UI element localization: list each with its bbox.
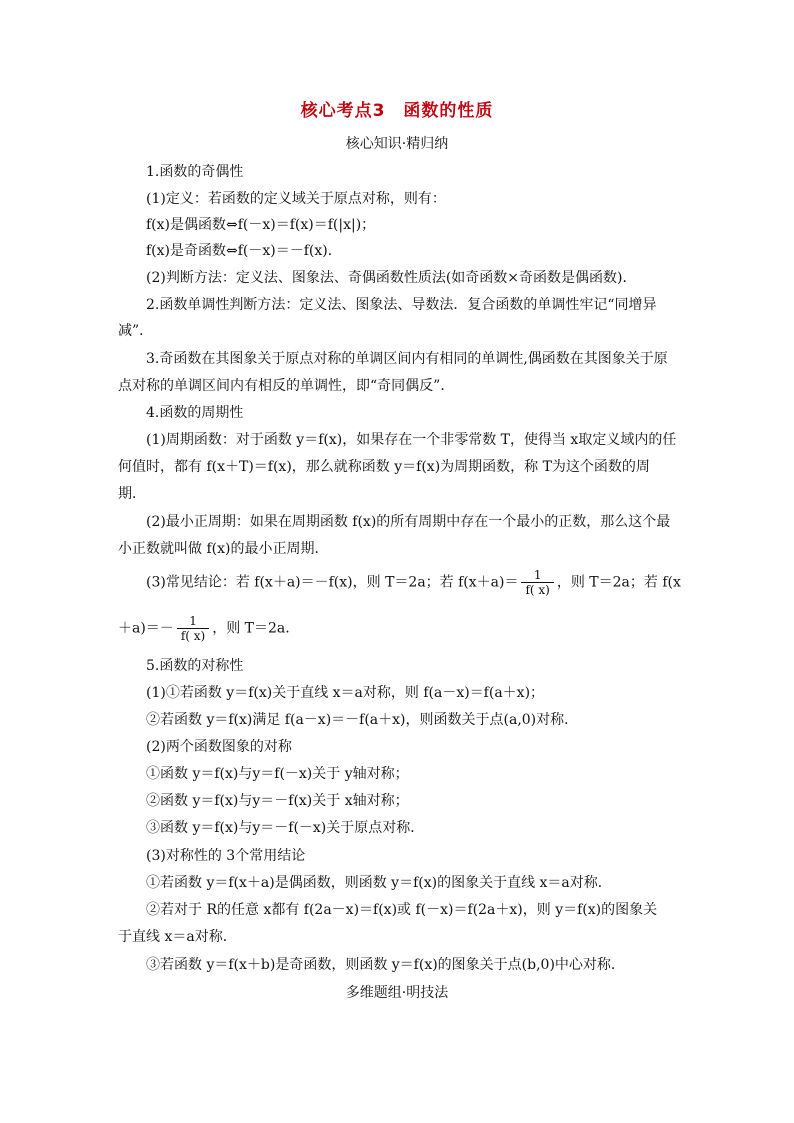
monotonicity-line-1: 2.函数单调性判断方法：定义法、图象法、导数法．复合函数的单调性牢记“同增异 xyxy=(146,297,657,313)
fraction-denominator: f( x) xyxy=(177,628,209,643)
symmetry-conclusion-3: ③若函数 y＝f(x＋b)是奇函数，则函数 y＝f(x)的图象关于点(b,0)中心对称． xyxy=(146,957,625,973)
periodic-function-line-3: 期． xyxy=(118,486,146,502)
odd-function-rule: f(x)是奇函数⇔f(－x)＝－f(x)． xyxy=(146,243,342,259)
monotonicity-line-2: 减”． xyxy=(118,323,154,339)
conclusion-text-d: ，则 T＝2a. xyxy=(212,620,290,637)
heading-parity: 1.函数的奇偶性 xyxy=(146,164,244,180)
fraction-numerator: 1 xyxy=(533,568,542,582)
parity-definition: (1)定义：若函数的定义域关于原点对称，则有： xyxy=(146,191,446,207)
symmetry-axis-rule: (1)①若函数 y＝f(x)关于直线 x＝a对称，则 f(a－x)＝f(a＋x)； xyxy=(146,685,545,701)
heading-symmetry: 5.函数的对称性 xyxy=(146,658,244,674)
fraction-one-over-fx-2 xyxy=(177,614,209,643)
symmetry-conclusions-heading: (3)对称性的 3个常用结论 xyxy=(146,848,306,864)
fraction-denominator: f( x) xyxy=(521,582,553,597)
parity-judgment: (2)判断方法：定义法、图象法、奇偶函数性质法(如奇函数×奇函数是偶函数)． xyxy=(146,270,637,286)
section-heading-problem-groups: 多维题组·明技法 xyxy=(345,985,449,1001)
x-axis-symmetry: ②函数 y＝f(x)与y＝－f(x)关于 x轴对称； xyxy=(146,793,409,809)
parity-monotonicity-line-2: 点对称的单调区间内有相反的单调性，即“奇同偶反”． xyxy=(118,378,455,394)
even-function-rule: f(x)是偶函数⇔f(－x)＝f(x)＝f(|x|)； xyxy=(146,217,376,233)
parity-monotonicity-line-1: 3.奇函数在其图象关于原点对称的单调区间内有相同的单调性,偶函数在其图象关于原 xyxy=(146,351,668,367)
common-conclusions-line-1 xyxy=(146,568,681,597)
two-function-symmetry-heading: (2)两个函数图象的对称 xyxy=(146,739,292,755)
periodic-function-line-1: (1)周期函数：对于函数 y＝f(x)，如果存在一个非零常数 T，使得当 x取定义域内的任 xyxy=(146,432,677,448)
y-axis-symmetry: ①函数 y＝f(x)与y＝f(－x)关于 y轴对称； xyxy=(146,766,409,782)
periodic-function-line-2: 何值时，都有 f(x＋T)＝f(x)，那么就称函数 y＝f(x)为周期函数，称 T为这个函数的周 xyxy=(118,459,650,475)
page-title: 核心考点3 函数的性质 xyxy=(300,101,494,121)
symmetry-conclusion-1: ①若函数 y＝f(x＋a)是偶函数，则函数 y＝f(x)的图象关于直线 x＝a对称． xyxy=(146,875,612,891)
symmetry-conclusion-2-line-1: ②若对于 R的任意 x都有 f(2a－x)＝f(x)或 f(－x)＝f(2a＋x)，则 y＝f(x)的图象关 xyxy=(146,902,658,918)
conclusion-text-b: ，则 T＝2a；若 f(x xyxy=(556,574,681,591)
section-heading-core-knowledge: 核心知识·精归纳 xyxy=(345,136,449,152)
conclusion-text-c: ＋a)＝－ xyxy=(118,620,174,637)
min-period-line-1: (2)最小正周期：如果在周期函数 f(x)的所有周期中存在一个最小的正数，那么这个最 xyxy=(146,514,671,530)
symmetry-conclusion-2-line-2: 于直线 x＝a对称． xyxy=(118,929,237,945)
fraction-one-over-fx xyxy=(521,568,553,597)
min-period-line-2: 小正数就叫做 f(x)的最小正周期． xyxy=(118,541,329,557)
common-conclusions-line-2 xyxy=(118,614,290,643)
origin-symmetry: ③函数 y＝f(x)与y＝－f(－x)关于原点对称． xyxy=(146,820,425,836)
heading-periodicity: 4.函数的周期性 xyxy=(146,405,244,421)
symmetry-point-rule: ②若函数 y＝f(x)满足 f(a－x)＝－f(a＋x)，则函数关于点(a,0)对称． xyxy=(146,712,579,728)
fraction-numerator: 1 xyxy=(189,614,197,628)
conclusion-text-a: (3)常见结论：若 f(x＋a)＝－f(x)，则 T＝2a；若 f(x＋a)＝ xyxy=(146,574,519,591)
